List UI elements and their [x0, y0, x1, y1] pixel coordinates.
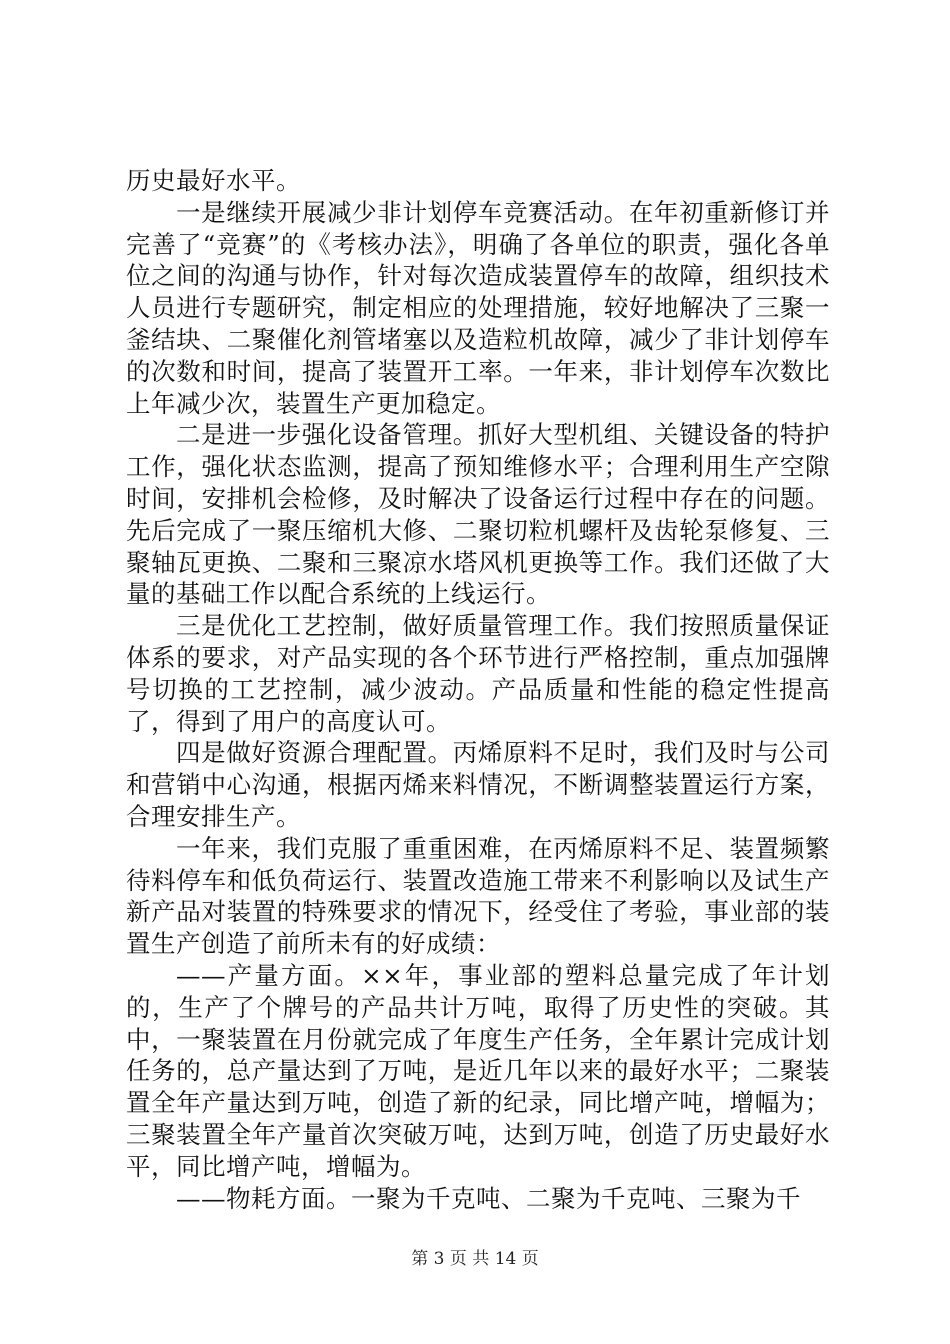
paragraph: 历史最好水平。 — [126, 166, 301, 195]
paragraph: 三是优化工艺控制，做好质量管理工作。我们按照质量保证体系的要求，对产品实现的各个环节进行严格控制，重点加强牌号切换的工艺控制，减少波动。产品质量和性能的稳定性提高了，得到了用户的高度认可。 — [126, 611, 830, 736]
paragraph: 一年来，我们克服了重重困难，在丙烯原料不足、装置频繁待料停车和低负荷运行、装置改造施工带来不利影响以及试生产新产品对装置的特殊要求的情况下，经受住了考验，事业部的装置生产创造了前所未有的好成绩： — [126, 833, 830, 959]
paragraph: ——产量方面。××年，事业部的塑料总量完成了年计划的，生产了个牌号的产品共计万吨，取得了历史性的突破。其中，一聚装置在月份就完成了年度生产任务，全年累计完成计划任务的，总产量达到了万吨，是近几年以来的最好水平；二聚装置全年产量达到万吨，创造了新的纪录，同比增产吨，增幅为；三聚装置全年产量首次突破万吨，达到万吨，创造了历史最好水平，同比增产吨，增幅为。 — [126, 960, 830, 1181]
paragraph: 一是继续开展减少非计划停车竞赛活动。在年初重新修订并完善了“竞赛”的《考核办法》，明确了各单位的职责，强化各单位之间的沟通与协作，针对每次造成装置停车的故障，组织技术人员进行专题研究，制定相应的处理措施，较好地解决了三聚一釜结块、二聚催化剂管堵塞以及造粒机故障，减少了非计划停车的次数和时间，提高了装置开工率。一年来，非计划停车次数比上年减少次，装置生产更加稳定。 — [126, 197, 830, 418]
paragraph: 四是做好资源合理配置。丙烯原料不足时，我们及时与公司和营销中心沟通，根据丙烯来料情况，不断调整装置运行方案，合理安排生产。 — [126, 738, 830, 831]
document-body — [126, 165, 830, 1214]
paragraph: 二是进一步强化设备管理。抓好大型机组、关键设备的特护工作，强化状态监测，提高了预知维修水平；合理利用生产空隙时间，安排机会检修，及时解决了设备运行过程中存在的问题。先后完成了一聚压缩机大修、二聚切粒机螺杆及齿轮泵修复、三聚轴瓦更换、二聚和三聚凉水塔风机更换等工作。我们还做了大量的基础工作以配合系统的上线运行。 — [126, 420, 830, 609]
page-number-footer: 第 3 页 共 14 页 — [411, 1249, 539, 1269]
paragraph: ——物耗方面。一聚为千克吨、二聚为千克吨、三聚为千 — [176, 1183, 801, 1213]
